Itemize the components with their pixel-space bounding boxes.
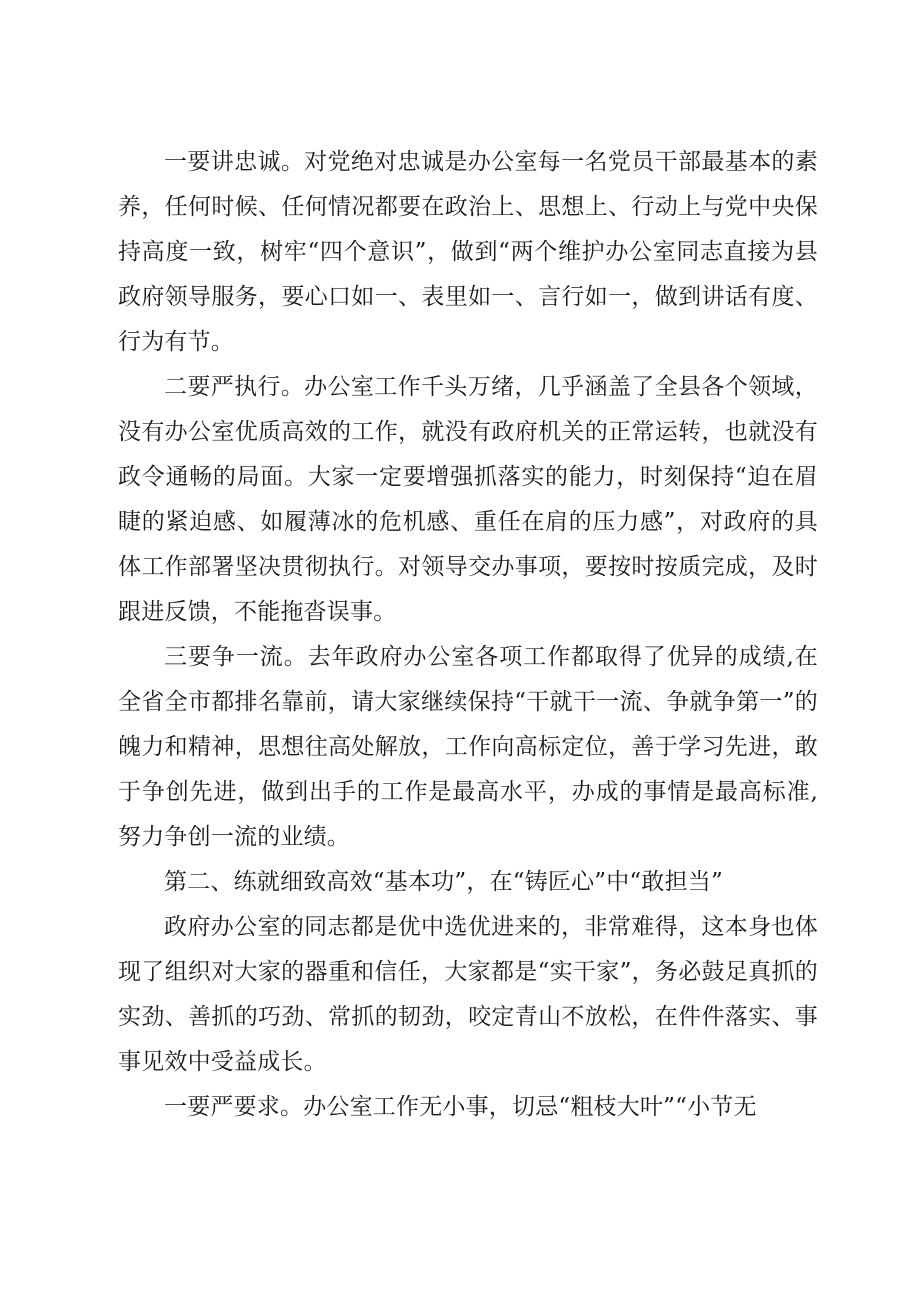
paragraph-strict-requirements: 一要严要求。办公室工作无小事，切忌“粗枝大叶”“小节无	[164, 1094, 757, 1120]
paragraph-loyalty: 一要讲忠诚。对党绝对忠诚是办公室每一名党员干部最基本的素养，任何时候、任何情况都要在政治上、思想上、行动上与党中央保持高度一致，树牢“四个意识”，做到“两个维护办公室同志直接为县政府领导服务，要心口如一、表里如一、言行如一，做到讲话有度、行为有节。	[118, 149, 818, 355]
paragraph-solid-skills: 政府办公室的同志都是优中选优进来的，非常难得，这本身也体现了组织对大家的器重和信任，大家都是“实干家”，务必鼓足真抓的实劲、善抓的巧劲、常抓的韧劲，咬定青山不放松，在件件落实、事事见效中受益成长。	[118, 914, 818, 1075]
section-heading: 第二、练就细致高效“基本功”，在“铸匠心”中“敢担当”	[164, 869, 723, 895]
paragraph-execution: 二要严执行。办公室工作千头万绪，几乎涵盖了全县各个领域，没有办公室优质高效的工作，就没有政府机关的正常运转，也就没有政令通畅的局面。大家一定要增强抓落实的能力，时刻保持“迫在眉睫的紧迫感、如履薄冰的危机感、重任在肩的压力感”，对政府的具体工作部署坚决贯彻执行。对领导交办事项，要按时按质完成，及时跟进反馈，不能拖沓误事。	[118, 374, 818, 625]
paragraph-first-class: 三要争一流。去年政府办公室各项工作都取得了优异的成绩,在全省全市都排名靠前，请大家继续保持“干就干一流、争就争第一”的魄力和精神，思想往高处解放，工作向高标定位，善于学习先进，敢于争创先进，做到出手的工作是最高水平，办成的事情是最高标准,努力争创一流的业绩。	[118, 644, 818, 850]
document-body	[118, 140, 818, 1130]
